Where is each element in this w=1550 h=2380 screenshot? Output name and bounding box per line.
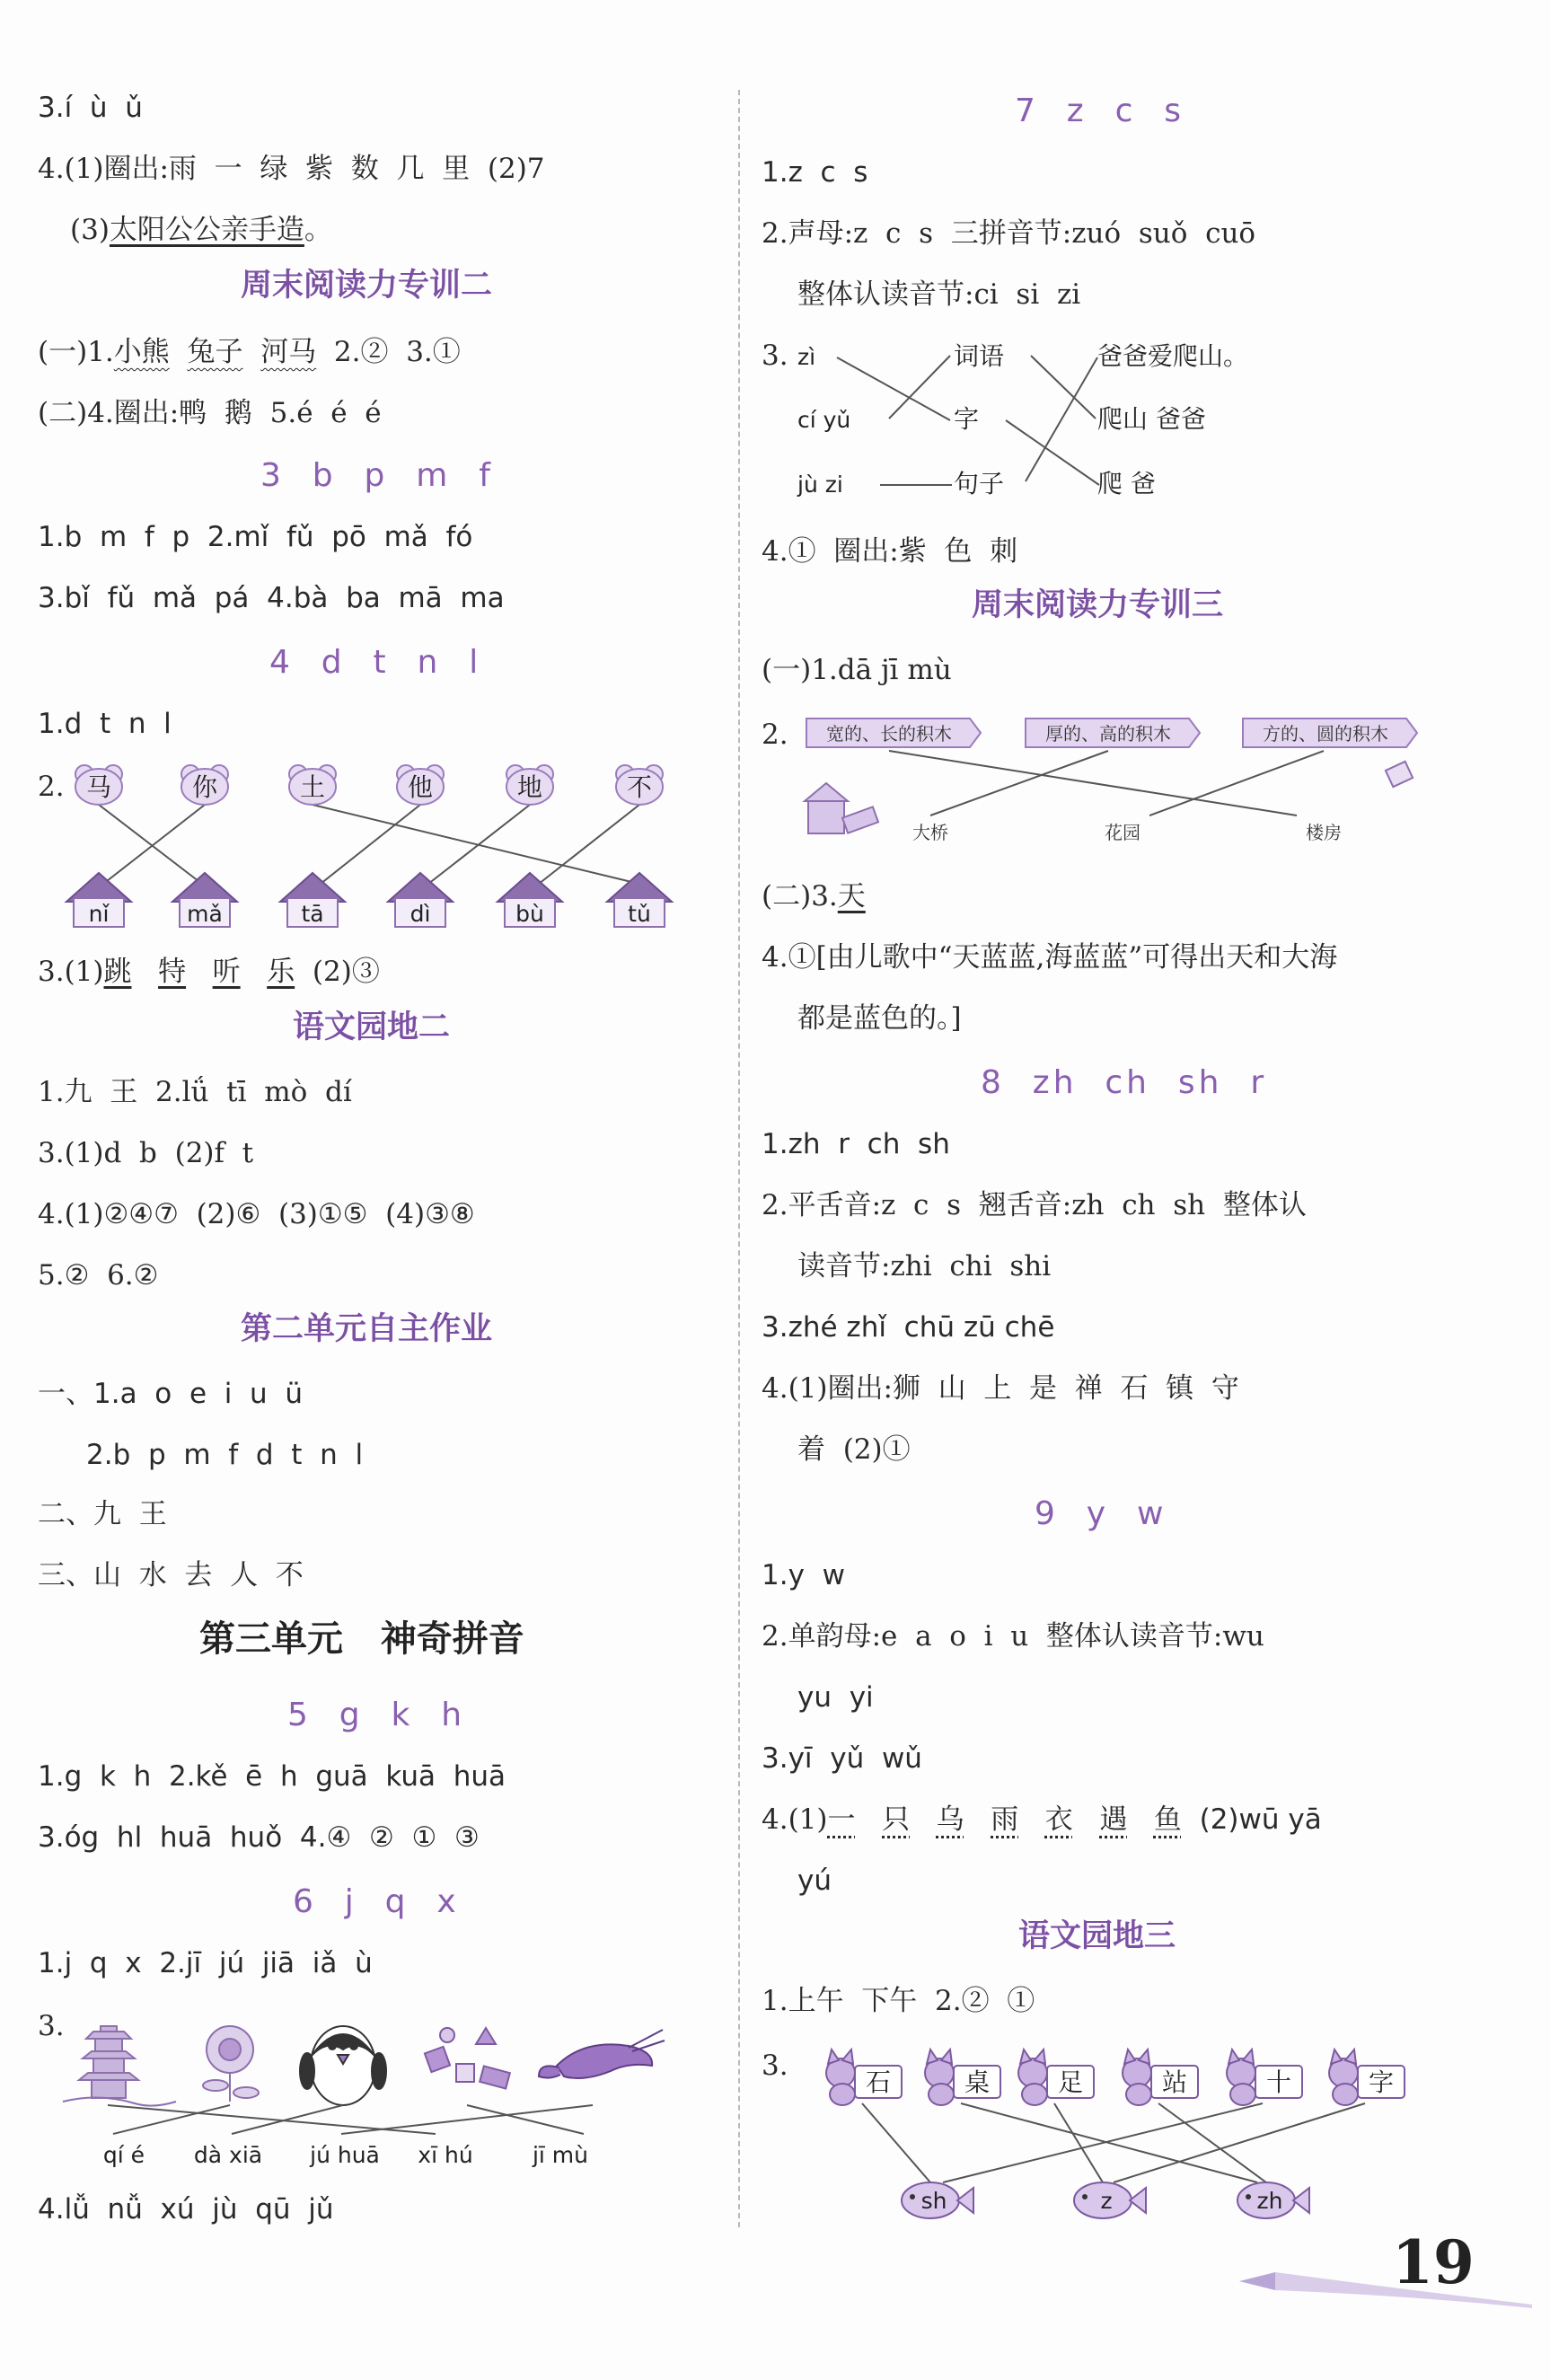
heading-weekend-reading-3: 周末阅读力专训三 [972, 587, 1224, 623]
pinyin-item: jù zi [797, 472, 843, 498]
house-pinyin: tā [301, 901, 324, 927]
lesson4-q2-label: 2. [38, 771, 65, 803]
lesson9-line4: 4.(1)一 只 乌 雨 衣 遇 鱼 (2)wū yā [762, 1803, 1322, 1836]
lesson4-q3: 3.(1)跳 特 听 乐 (2)③ [38, 956, 380, 988]
sentence-item: 爸爸爱爬山。 [1097, 341, 1249, 371]
lesson6-line1: 1.j q x 2.jī jú jiā iǎ ù [38, 1947, 373, 1979]
house-pinyin: bù [515, 901, 544, 927]
house-pinyin: mǎ [187, 901, 223, 927]
pencil-decoration [1230, 2245, 1536, 2317]
picture-pinyin-label: dà xiā [193, 2142, 263, 2168]
yuwen3-line1: 1.上午 下午 2.② ① [762, 1985, 1035, 2017]
lesson3-line2: 3.bǐ fǔ mǎ pá 4.bà ba mā ma [38, 582, 505, 614]
lesson8-line2a: 2.平舌音:z c s 翘舌音:zh ch sh 整体认 [762, 1189, 1307, 1221]
lesson9-line3: 3.yī yǔ wǔ [762, 1742, 922, 1775]
word-item: 词语 [954, 341, 1005, 371]
lesson5-line1: 1.g k h 2.kě ē h guā kuā huā [38, 1760, 506, 1793]
picture-pinyin-label: xī hú [418, 2142, 473, 2168]
heading-yuwen-3: 语文园地三 [1018, 1918, 1176, 1954]
lesson7-line2b: 整体认读音节:ci si zi [797, 278, 1081, 311]
house-pinyin: dì [410, 901, 431, 927]
lesson3-line1: 1.b m f p 2.mǐ fǔ pō mǎ fó [38, 521, 473, 553]
cat-character: 足 [1057, 2067, 1084, 2097]
bubble-character: 土 [299, 772, 326, 802]
column-divider [738, 90, 740, 2227]
shrimp-picture [539, 2030, 665, 2078]
cat-card [1329, 2049, 1405, 2105]
picture-pinyin-label: qí é [102, 2142, 145, 2168]
bubble-character: 他 [407, 772, 434, 802]
cat-card [1227, 2049, 1302, 2105]
cat-card [925, 2049, 1000, 2105]
weekend3-line3: (二)3.天 [762, 880, 866, 912]
lesson6-line4: 4.lǚ nǚ xú jù qū jǔ [38, 2193, 334, 2226]
fish-pinyin: z [1100, 2188, 1113, 2214]
fish-card [1074, 2182, 1146, 2218]
heading-unit3: 第三单元 神奇拼音 [199, 1618, 524, 1660]
unit2-line1: 一、1.a o e i u ü [38, 1378, 304, 1410]
bubble-character: 你 [191, 772, 218, 802]
matching-lines [862, 2103, 1365, 2182]
lesson7-line4: 4.① 圈出:紫 色 刺 [762, 535, 1018, 568]
pinyin-item: cí yǔ [797, 407, 851, 433]
unit2-line3: 二、九 王 [38, 1498, 167, 1530]
bubble-character: 不 [626, 772, 653, 802]
cat-character: 字 [1368, 2067, 1395, 2097]
blocks-tag-label: 方的、圆的积木 [1263, 723, 1388, 745]
matching-lines [108, 2105, 593, 2134]
lesson9-line4b: yú [797, 1864, 832, 1897]
weekend3-q2-label: 2. [762, 718, 788, 751]
heading-lesson-6: 6 j q x [293, 1883, 460, 1920]
weekend2-part2: (二)4.圈出:鸭 鹅 5.é é é [38, 397, 382, 429]
blocks-tag-label: 宽的、长的积木 [826, 723, 952, 745]
word-item: 字 [954, 404, 980, 434]
cat-card [1018, 2049, 1094, 2105]
lesson7-line1: 1.z c s [762, 156, 868, 189]
cat-card [826, 2049, 902, 2105]
unit2-line2: 2.b p m f d t n l [86, 1439, 364, 1471]
pagoda-picture [63, 2026, 176, 2106]
place-label: 花园 [1105, 822, 1140, 843]
answer-4-1: 4.(1)圈出:雨 一 绿 紫 数 几 里 (2)7 [38, 153, 545, 185]
heading-weekend-reading-2: 周末阅读力专训二 [241, 268, 493, 304]
weekend3-line4b: 都是蓝色的。] [797, 1002, 962, 1035]
sentence-item: 爬 爸 [1097, 469, 1156, 498]
answer-3: 3.í ù ǔ [38, 92, 143, 124]
lesson4-line1: 1.d t n l [38, 708, 172, 740]
heading-lesson-9: 9 y w [1035, 1495, 1167, 1532]
cat-character: 十 [1265, 2067, 1292, 2097]
lesson8-line3: 3.zhé zhǐ chū zū chē [762, 1311, 1055, 1344]
yuwen3-q3-label: 3. [762, 2049, 788, 2082]
heading-lesson-7: 7 z c s [1015, 93, 1185, 129]
lesson7-q3-label: 3. [762, 339, 788, 372]
heading-unit2-homework: 第二单元自主作业 [241, 1311, 493, 1347]
cat-card [1123, 2049, 1198, 2105]
yuwen2-line3: 3.(1)d b (2)f t [38, 1137, 254, 1169]
cat-character: 桌 [964, 2067, 991, 2097]
lesson9-line2a: 2.单韵母:e a o i u 整体认读音节:wu [762, 1620, 1264, 1653]
pinyin-item: zì [797, 344, 816, 370]
chrysanthemum-picture [203, 2026, 259, 2102]
yuwen2-line1: 1.九 王 2.lǘ tī mò dí [38, 1076, 352, 1108]
lesson6-matching-figure [0, 0, 736, 2380]
unit2-line4: 三、山 水 去 人 不 [38, 1559, 304, 1591]
yuwen2-line4: 4.(1)②④⑦ (2)⑥ (3)①⑤ (4)③⑧ [38, 1198, 475, 1230]
heading-lesson-5: 5 g k h [287, 1697, 466, 1733]
bubble-character: 地 [516, 772, 543, 802]
lesson9-line2b: yu yi [797, 1681, 874, 1714]
house-pinyin: tǔ [628, 901, 651, 927]
lesson9-line1: 1.y w [762, 1559, 845, 1591]
yuwen3-matching-figure [745, 0, 1550, 2380]
house-pinyin: nǐ [88, 901, 110, 927]
weekend2-part1: (一)1.小熊 兔子 河马 2.② 3.① [38, 336, 461, 368]
blocks-tag-label: 厚的、高的积木 [1045, 723, 1171, 745]
weekend3-line4a: 4.①[由儿歌中“天蓝蓝,海蓝蓝”可得出天和大海 [762, 941, 1338, 974]
fish-card [902, 2182, 973, 2218]
lesson5-line2: 3.óg hl huā huǒ 4.④ ② ① ③ [38, 1821, 480, 1854]
cat-character: 石 [865, 2067, 892, 2097]
picture-pinyin-label: jī mù [532, 2142, 589, 2168]
penguin-picture [300, 2026, 386, 2105]
heading-lesson-8: 8 zh ch sh r [981, 1064, 1268, 1101]
fish-pinyin: sh [920, 2188, 947, 2214]
picture-pinyin-label: jú huā [310, 2142, 380, 2168]
sentence-item: 爬山 爸爸 [1097, 404, 1206, 434]
bubble-character: 马 [85, 772, 112, 802]
lesson8-line4b: 着 (2)① [797, 1433, 911, 1466]
place-label: 楼房 [1306, 822, 1342, 843]
lesson8-line1: 1.zh r ch sh [762, 1128, 950, 1160]
word-item: 句子 [954, 469, 1005, 498]
lesson7-line2a: 2.声母:z c s 三拼音节:zuó suǒ cuō [762, 217, 1256, 250]
heading-lesson-3: 3 b p m f [260, 457, 494, 494]
heading-lesson-4: 4 d t n l [269, 644, 482, 681]
heading-yuwen-2: 语文园地二 [293, 1009, 451, 1045]
answer-4-3: (3)太阳公公亲手造。 [70, 214, 332, 246]
lesson8-line2b: 读音节:zhi chi shi [797, 1250, 1052, 1283]
cat-character: 站 [1161, 2067, 1188, 2097]
yuwen2-line5: 5.② 6.② [38, 1259, 159, 1291]
lesson8-line4a: 4.(1)圈出:狮 山 上 是 禅 石 镇 守 [762, 1372, 1239, 1405]
place-label: 大桥 [912, 822, 948, 843]
page-number: 19 [1392, 2227, 1475, 2297]
building-blocks-picture [425, 2028, 510, 2089]
weekend3-line1: (一)1.dā jī mù [762, 654, 952, 686]
fish-card [1237, 2182, 1309, 2218]
fish-pinyin: zh [1256, 2188, 1283, 2214]
lesson6-q3-label: 3. [38, 2010, 65, 2042]
